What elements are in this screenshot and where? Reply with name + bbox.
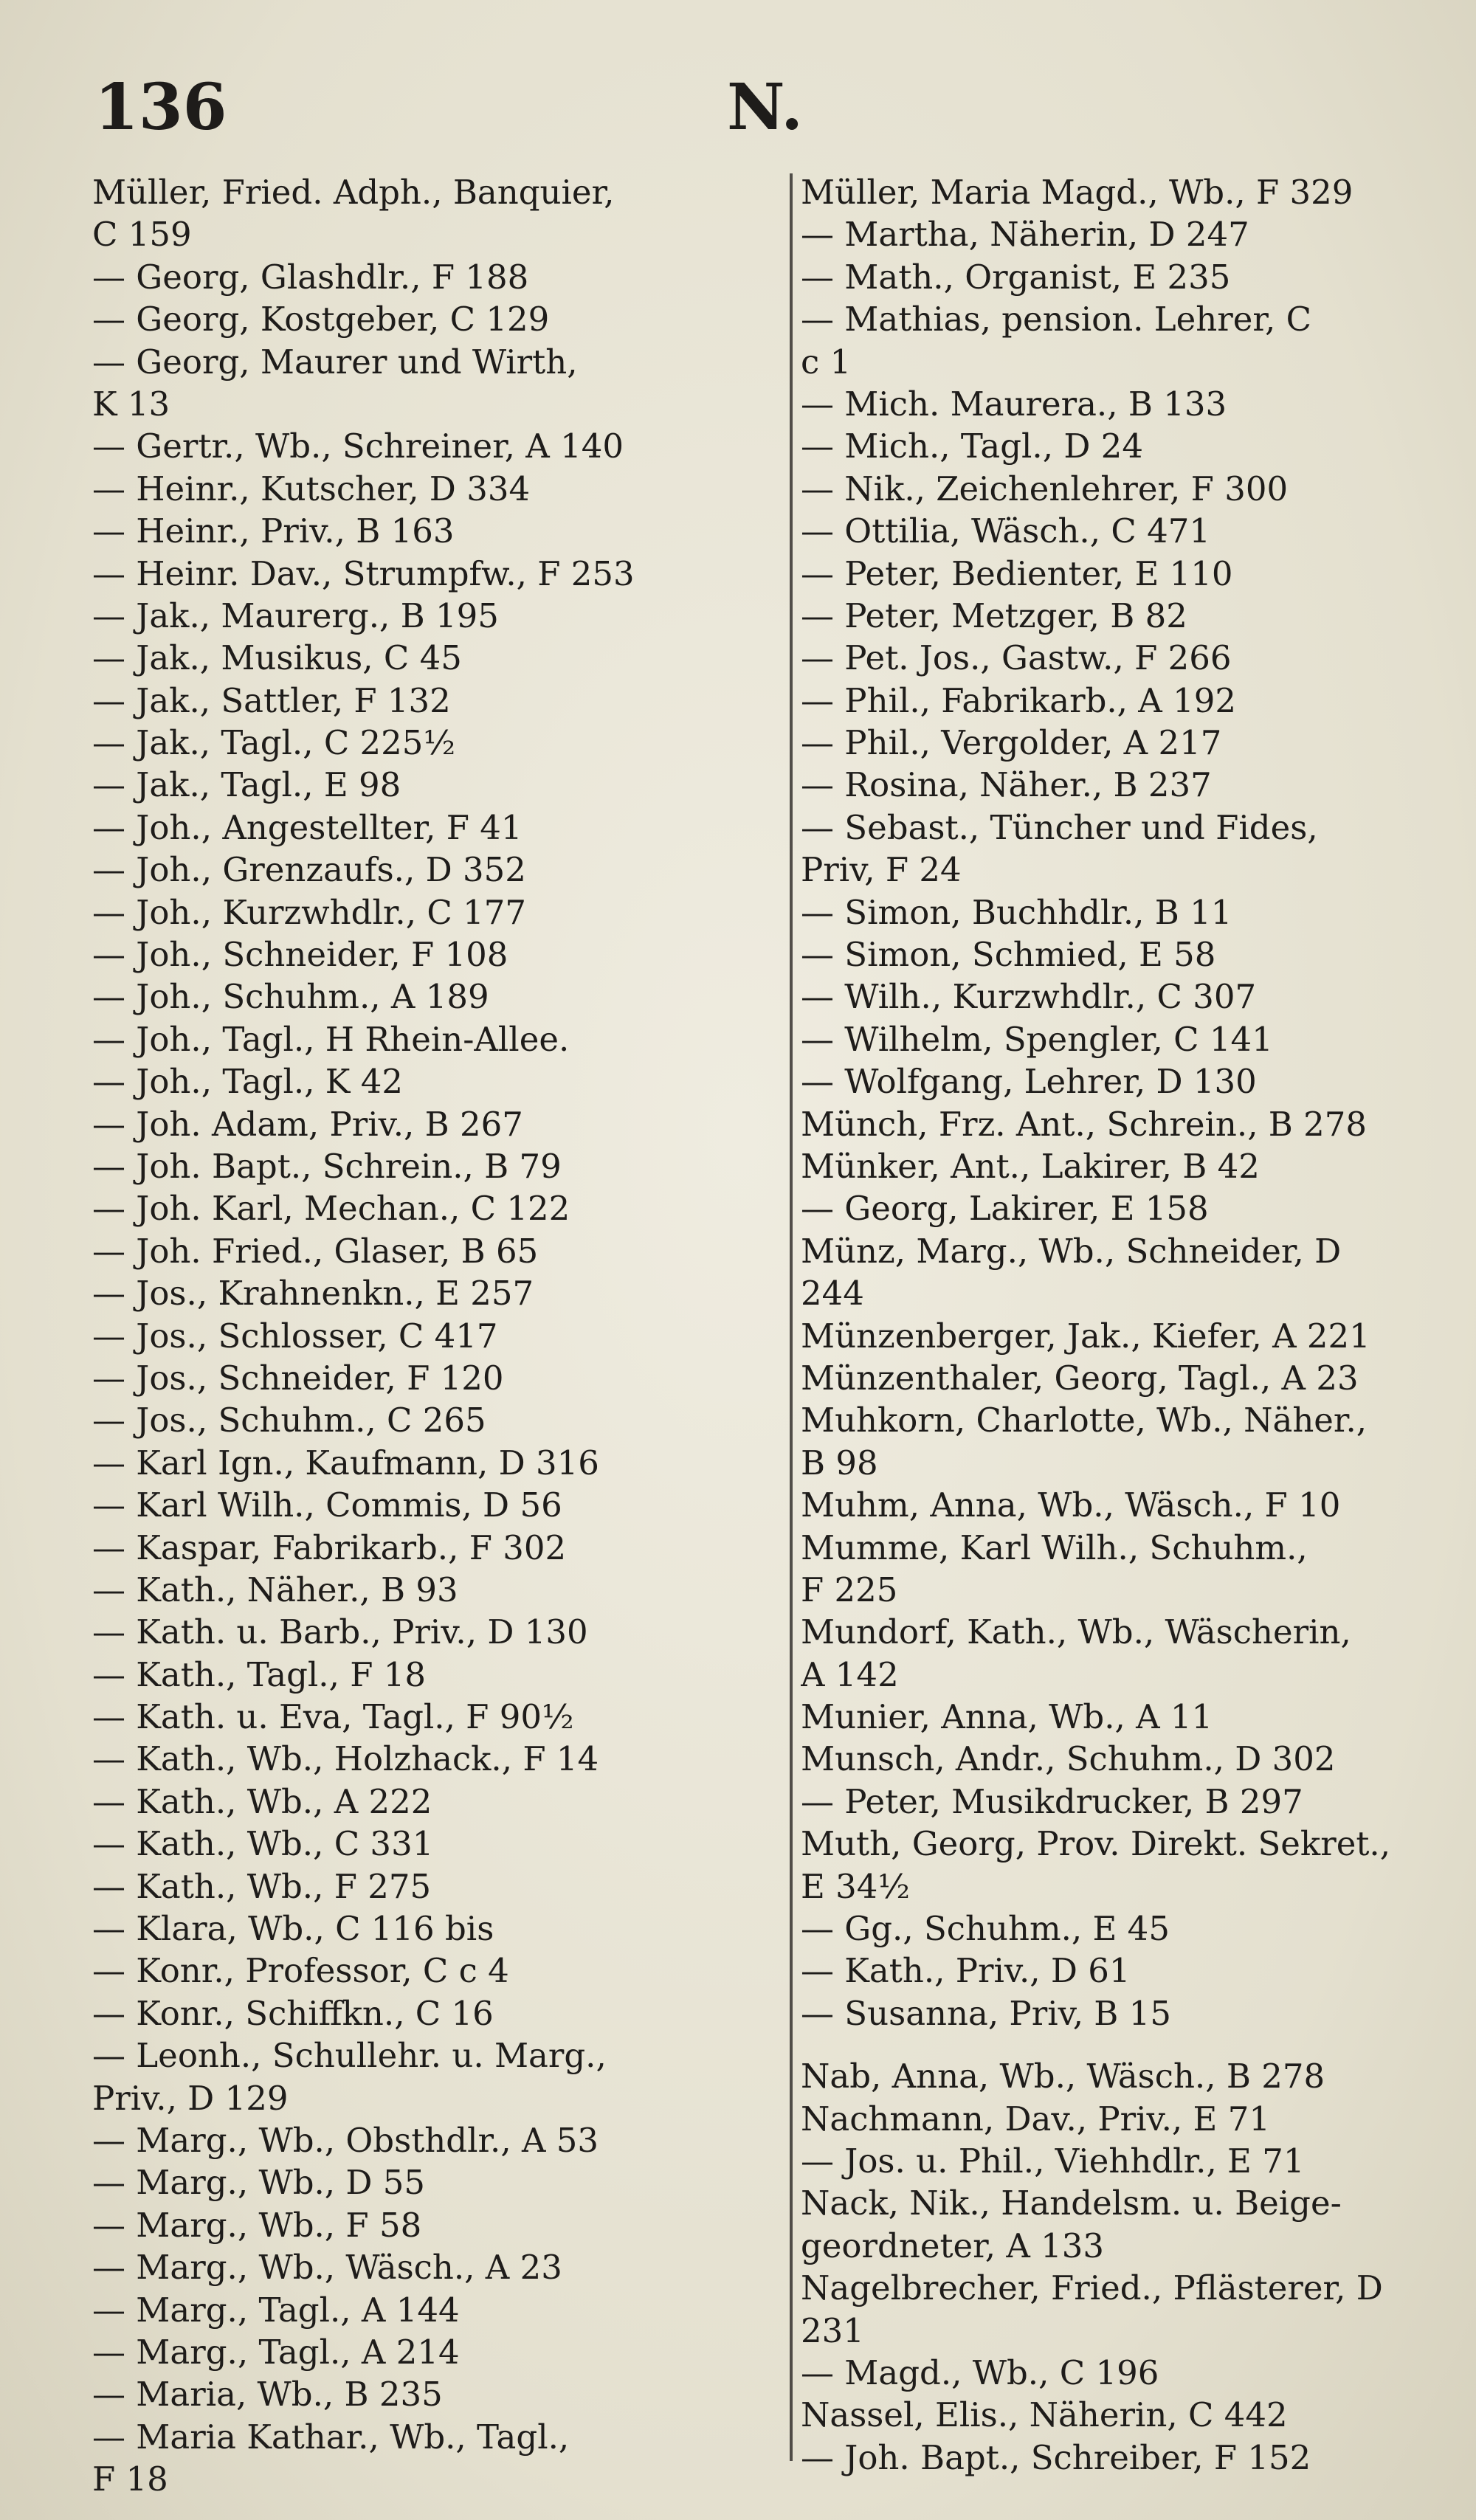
directory-entry-line: — Jak., Tagl., E 98 bbox=[92, 765, 401, 805]
directory-entry-line: — Joh., Kurzwhdlr., C 177 bbox=[92, 892, 526, 932]
directory-entry-line: — Kath., Wb., Holzhack., F 14 bbox=[92, 1739, 599, 1779]
directory-entry-line: — Georg, Glashdlr., F 188 bbox=[92, 257, 529, 297]
directory-entry-line: — Math., Organist, E 235 bbox=[801, 257, 1231, 297]
column-divider bbox=[790, 173, 793, 2461]
directory-entry-line: — Kath., Wb., C 331 bbox=[92, 1824, 434, 1864]
directory-entry-line: F 18 bbox=[92, 2459, 168, 2499]
directory-entry-line: — Kath., Wb., F 275 bbox=[92, 1866, 432, 1906]
directory-entry-line: — Joh., Tagl., K 42 bbox=[92, 1062, 403, 1102]
directory-entry-line: A 142 bbox=[801, 1654, 899, 1694]
directory-entry-line: — Joh. Adam, Priv., B 267 bbox=[92, 1104, 523, 1144]
directory-entry-line: Mumme, Karl Wilh., Schuhm., bbox=[801, 1527, 1308, 1567]
directory-entry-line: F 225 bbox=[801, 1570, 898, 1609]
directory-entry-line: Münker, Ant., Lakirer, B 42 bbox=[801, 1146, 1260, 1186]
page-number: 136 bbox=[94, 70, 227, 145]
directory-entry-line: — Kath., Tagl., F 18 bbox=[92, 1654, 426, 1694]
directory-entry-line: — Karl Ign., Kaufmann, D 316 bbox=[92, 1443, 599, 1482]
directory-entry-line: — Peter, Bedienter, E 110 bbox=[801, 553, 1233, 593]
directory-entry-line: Müller, Fried. Adph., Banquier, bbox=[92, 173, 615, 212]
directory-entry-line: — Nik., Zeichenlehrer, F 300 bbox=[801, 469, 1289, 508]
directory-entry-line: — Peter, Musikdrucker, B 297 bbox=[801, 1781, 1303, 1821]
directory-entry-line: Nassel, Elis., Näherin, C 442 bbox=[801, 2395, 1288, 2435]
directory-entry-line: — Rosina, Näher., B 237 bbox=[801, 765, 1212, 805]
directory-entry-line: — Joh. Bapt., Schreiber, F 152 bbox=[801, 2437, 1311, 2477]
directory-entry-line: Münz, Marg., Wb., Schneider, D bbox=[801, 1231, 1342, 1271]
directory-entry-line: Müller, Maria Magd., Wb., F 329 bbox=[801, 173, 1353, 212]
directory-entry-line: — Jos., Schuhm., C 265 bbox=[92, 1401, 486, 1440]
directory-entry-line: — Wilhelm, Spengler, C 141 bbox=[801, 1019, 1273, 1059]
directory-entry-line: — Joh., Angestellter, F 41 bbox=[92, 807, 523, 847]
directory-entry-line: — Ottilia, Wäsch., C 471 bbox=[801, 511, 1210, 551]
directory-entry-line: — Kath., Näher., B 93 bbox=[92, 1570, 458, 1609]
directory-entry-line: — Sebast., Tüncher und Fides, bbox=[801, 807, 1318, 847]
directory-entry-line: — Simon, Buchhdlr., B 11 bbox=[801, 892, 1232, 932]
directory-entry-line: geordneter, A 133 bbox=[801, 2226, 1105, 2265]
directory-entry-line: — Jos. u. Phil., Viehhdlr., E 71 bbox=[801, 2141, 1305, 2181]
directory-entry-line: — Kaspar, Fabrikarb., F 302 bbox=[92, 1527, 567, 1567]
directory-entry-line: — Joh., Schuhm., A 189 bbox=[92, 977, 489, 1017]
directory-entry-line: — Georg, Lakirer, E 158 bbox=[801, 1189, 1209, 1229]
directory-entry-line: — Kath., Priv., D 61 bbox=[801, 1951, 1131, 1991]
directory-entry-line: — Martha, Näherin, D 247 bbox=[801, 215, 1249, 255]
directory-entry-line: — Joh., Grenzaufs., D 352 bbox=[92, 850, 526, 890]
directory-entry-line: Priv., D 129 bbox=[92, 2078, 289, 2118]
directory-entry-line: — Klara, Wb., C 116 bis bbox=[92, 1909, 494, 1949]
directory-entry-line: — Jak., Maurerg., B 195 bbox=[92, 596, 499, 635]
section-letter: N. bbox=[727, 70, 804, 145]
directory-entry-line: — Magd., Wb., C 196 bbox=[801, 2352, 1159, 2392]
directory-entry-line: — Pet. Jos., Gastw., F 266 bbox=[801, 638, 1232, 678]
directory-entry-line: — Jak., Tagl., C 225½ bbox=[92, 723, 456, 763]
directory-entry-line: Munier, Anna, Wb., A 11 bbox=[801, 1697, 1213, 1737]
directory-entry-line: — Jak., Sattler, F 132 bbox=[92, 680, 451, 720]
directory-entry-line: — Simon, Schmied, E 58 bbox=[801, 935, 1216, 975]
left-column bbox=[92, 171, 782, 2500]
directory-entry-line: Nack, Nik., Handelsm. u. Beige- bbox=[801, 2184, 1342, 2223]
directory-entry-line: Munsch, Andr., Schuhm., D 302 bbox=[801, 1739, 1336, 1779]
directory-entry-line: Muhkorn, Charlotte, Wb., Näher., bbox=[801, 1401, 1368, 1440]
directory-entry-line: — Gertr., Wb., Schreiner, A 140 bbox=[92, 427, 624, 466]
directory-entry-line: 244 bbox=[801, 1274, 864, 1313]
directory-entry-line: Priv, F 24 bbox=[801, 850, 962, 890]
directory-entry-line: Münzenberger, Jak., Kiefer, A 221 bbox=[801, 1316, 1370, 1356]
directory-entry-line: — Konr., Schiffkn., C 16 bbox=[92, 1993, 494, 2033]
directory-entry-line: — Peter, Metzger, B 82 bbox=[801, 596, 1187, 635]
directory-entry-line: — Joh. Fried., Glaser, B 65 bbox=[92, 1231, 539, 1271]
directory-entry-line: — Marg., Wb., Obsthdlr., A 53 bbox=[92, 2120, 599, 2160]
section-gap bbox=[801, 2034, 1458, 2055]
directory-entry-line: — Kath. u. Eva, Tagl., F 90½ bbox=[92, 1697, 574, 1737]
page-header bbox=[0, 70, 1476, 159]
directory-entry-line: c 1 bbox=[801, 342, 852, 382]
directory-entry-line: — Karl Wilh., Commis, D 56 bbox=[92, 1485, 562, 1525]
directory-entry-line: Nagelbrecher, Fried., Pflästerer, D bbox=[801, 2268, 1383, 2308]
directory-entry-line: — Phil., Vergolder, A 217 bbox=[801, 723, 1222, 763]
directory-entry-line: — Heinr., Priv., B 163 bbox=[92, 511, 455, 551]
directory-entry-line: — Marg., Tagl., A 214 bbox=[92, 2332, 460, 2372]
directory-entry-line: — Leonh., Schullehr. u. Marg., bbox=[92, 2036, 607, 2076]
directory-entry-line: — Wolfgang, Lehrer, D 130 bbox=[801, 1062, 1257, 1102]
directory-entry-line: — Heinr. Dav., Strumpfw., F 253 bbox=[92, 553, 635, 593]
directory-entry-line: — Gg., Schuhm., E 45 bbox=[801, 1909, 1170, 1949]
directory-entry-line: Münzenthaler, Georg, Tagl., A 23 bbox=[801, 1358, 1359, 1398]
directory-entry-line: Nachmann, Dav., Priv., E 71 bbox=[801, 2099, 1270, 2138]
directory-entry-line: — Jos., Schneider, F 120 bbox=[92, 1358, 504, 1398]
directory-entry-line: — Joh. Bapt., Schrein., B 79 bbox=[92, 1146, 562, 1186]
directory-entry-line: — Kath., Wb., A 222 bbox=[92, 1781, 432, 1821]
directory-entry-line: — Georg, Maurer und Wirth, bbox=[92, 342, 578, 382]
directory-entry-line: — Maria Kathar., Wb., Tagl., bbox=[92, 2417, 570, 2457]
directory-entry-line: — Konr., Professor, C c 4 bbox=[92, 1951, 509, 1991]
directory-entry-line: — Joh. Karl, Mechan., C 122 bbox=[92, 1189, 570, 1229]
directory-entry-line: — Kath. u. Barb., Priv., D 130 bbox=[92, 1612, 588, 1652]
directory-entry-line: E 34½ bbox=[801, 1866, 911, 1906]
directory-entry-line: — Susanna, Priv, B 15 bbox=[801, 1993, 1171, 2033]
directory-entry-line: — Wilh., Kurzwhdlr., C 307 bbox=[801, 977, 1257, 1017]
directory-entry-line: — Jos., Schlosser, C 417 bbox=[92, 1316, 498, 1356]
directory-entry-line: 231 bbox=[801, 2310, 864, 2350]
directory-entry-line: Muth, Georg, Prov. Direkt. Sekret., bbox=[801, 1824, 1391, 1864]
directory-entry-line: — Heinr., Kutscher, D 334 bbox=[92, 469, 531, 508]
directory-entry-line: — Phil., Fabrikarb., A 192 bbox=[801, 680, 1236, 720]
directory-entry-line: K 13 bbox=[92, 384, 170, 424]
directory-entry-line: — Joh., Schneider, F 108 bbox=[92, 935, 508, 975]
directory-entry-line: Muhm, Anna, Wb., Wäsch., F 10 bbox=[801, 1485, 1341, 1525]
directory-entry-line: — Mathias, pension. Lehrer, C bbox=[801, 300, 1312, 339]
directory-entry-line: B 98 bbox=[801, 1443, 878, 1482]
directory-entry-line: Mundorf, Kath., Wb., Wäscherin, bbox=[801, 1612, 1351, 1652]
directory-entry-line: — Joh., Tagl., H Rhein-Allee. bbox=[92, 1019, 570, 1059]
directory-entry-line: — Marg., Wb., Wäsch., A 23 bbox=[92, 2248, 562, 2288]
directory-entry-line: — Jos., Krahnenkn., E 257 bbox=[92, 1274, 534, 1313]
directory-entry-line: — Mich., Tagl., D 24 bbox=[801, 427, 1143, 466]
directory-entry-line: Münch, Frz. Ant., Schrein., B 278 bbox=[801, 1104, 1368, 1144]
directory-entry-line: — Georg, Kostgeber, C 129 bbox=[92, 300, 550, 339]
directory-entry-line: C 159 bbox=[92, 215, 192, 255]
directory-entry-line: — Marg., Wb., D 55 bbox=[92, 2163, 426, 2203]
right-column bbox=[801, 171, 1458, 2479]
directory-entry-line: — Marg., Wb., F 58 bbox=[92, 2205, 422, 2245]
directory-entry-line: — Maria, Wb., B 235 bbox=[92, 2375, 443, 2414]
directory-entry-line: — Mich. Maurera., B 133 bbox=[801, 384, 1227, 424]
directory-entry-line: Nab, Anna, Wb., Wäsch., B 278 bbox=[801, 2057, 1325, 2096]
directory-entry-line: — Jak., Musikus, C 45 bbox=[92, 638, 462, 678]
directory-entry-line: — Marg., Tagl., A 144 bbox=[92, 2290, 460, 2330]
